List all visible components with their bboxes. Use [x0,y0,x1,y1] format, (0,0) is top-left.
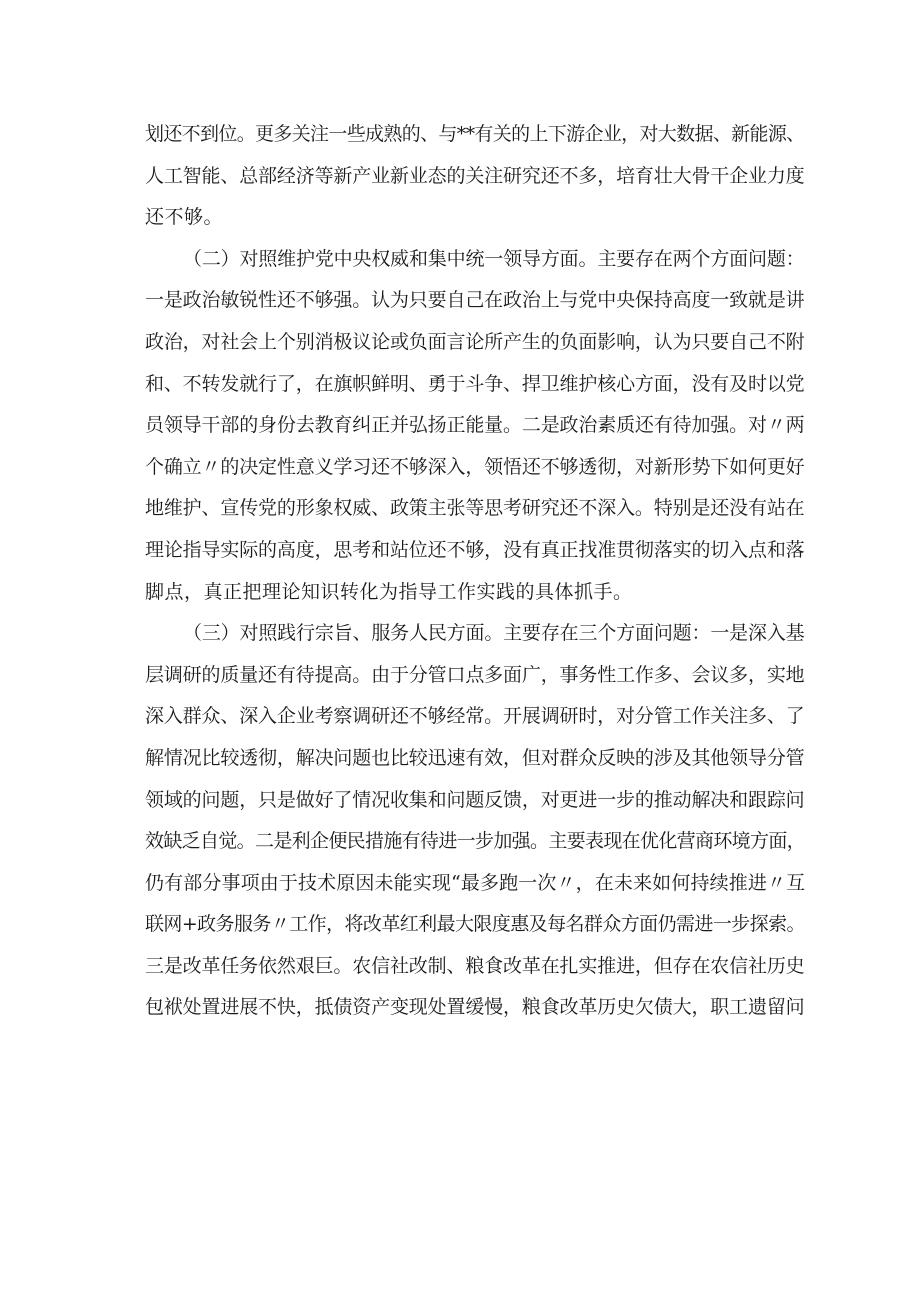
text-line: 仍有部分事项由于技术原因未能实现“最多跑一次〃，在未来如何持续推进〃互 [145,871,806,894]
text-line: 深入群众、深入企业考察调研还不够经常。开展调研时，对分管工作关注多、了 [145,705,805,728]
text-line: 三是改革任务依然艰巨。农信社改制、粮食改革在扎实推进，但存在农信社历史 [145,954,805,977]
text-line: 人工智能、总部经济等新产业新业态的关注研究还不多，培育壮大骨干企业力度 [145,164,805,187]
text-line: （二）对照维护党中央权威和集中统一领导方面。主要存在两个方面问题： [183,247,805,270]
text-line: 解情况比较透彻，解决问题也比较迅速有效，但对群众反映的涉及其他领导分管 [145,746,805,769]
text-line: 联网+政务服务〃工作，将改革红利最大限度惠及每名群众方面仍需进一步探索。 [145,913,805,936]
text-line: 包袱处置进展不快，抵债资产变现处置缓慢，粮食改革历史欠债大，职工遗留问 [145,996,805,1019]
text-line: 员领导干部的身份去教育纠正并弘扬正能量。二是政治素质还有待加强。对〃两 [145,414,805,437]
text-line: 政治，对社会上个别消极议论或负面言论所产生的负面影响，认为只要自己不附 [145,330,805,353]
text-line: 和、不转发就行了，在旗帜鲜明、勇于斗争、捍卫维护核心方面，没有及时以党 [145,372,805,395]
text-line: 理论指导实际的高度，思考和站位还不够，没有真正找准贯彻落实的切入点和落 [145,538,805,561]
text-line: 领域的问题，只是做好了情况收集和问题反馈，对更进一步的推动解决和跟踪问 [145,788,805,811]
text-line: 划还不到位。更多关注一些成熟的、与**有关的上下游企业，对大数据、新能源、 [145,123,805,145]
text-line: 地维护、宣传党的形象权威、政策主张等思考研究还不深入。特别是还没有站在 [145,497,805,520]
text-line: 层调研的质量还有待提高。由于分管口点多面广，事务性工作多、会议多，实地 [145,663,805,686]
text-line: 个确立〃的决定性意义学习还不够深入，领悟还不够透彻，对新形势下如何更好 [145,455,805,478]
text-line: （三）对照践行宗旨、服务人民方面。主要存在三个方面问题：一是深入基 [183,622,805,645]
text-line: 效缺乏自觉。二是利企便民措施有待进一步加强。主要表现在优化营商环境方面， [145,830,806,853]
document-body [145,114,805,1029]
text-line: 一是政治敏锐性还不够强。认为只要自己在政治上与党中央保持高度一致就是讲 [145,289,805,312]
text-line: 还不够。 [145,206,224,229]
text-line: 脚点，真正把理论知识转化为指导工作实践的具体抓手。 [145,580,633,603]
